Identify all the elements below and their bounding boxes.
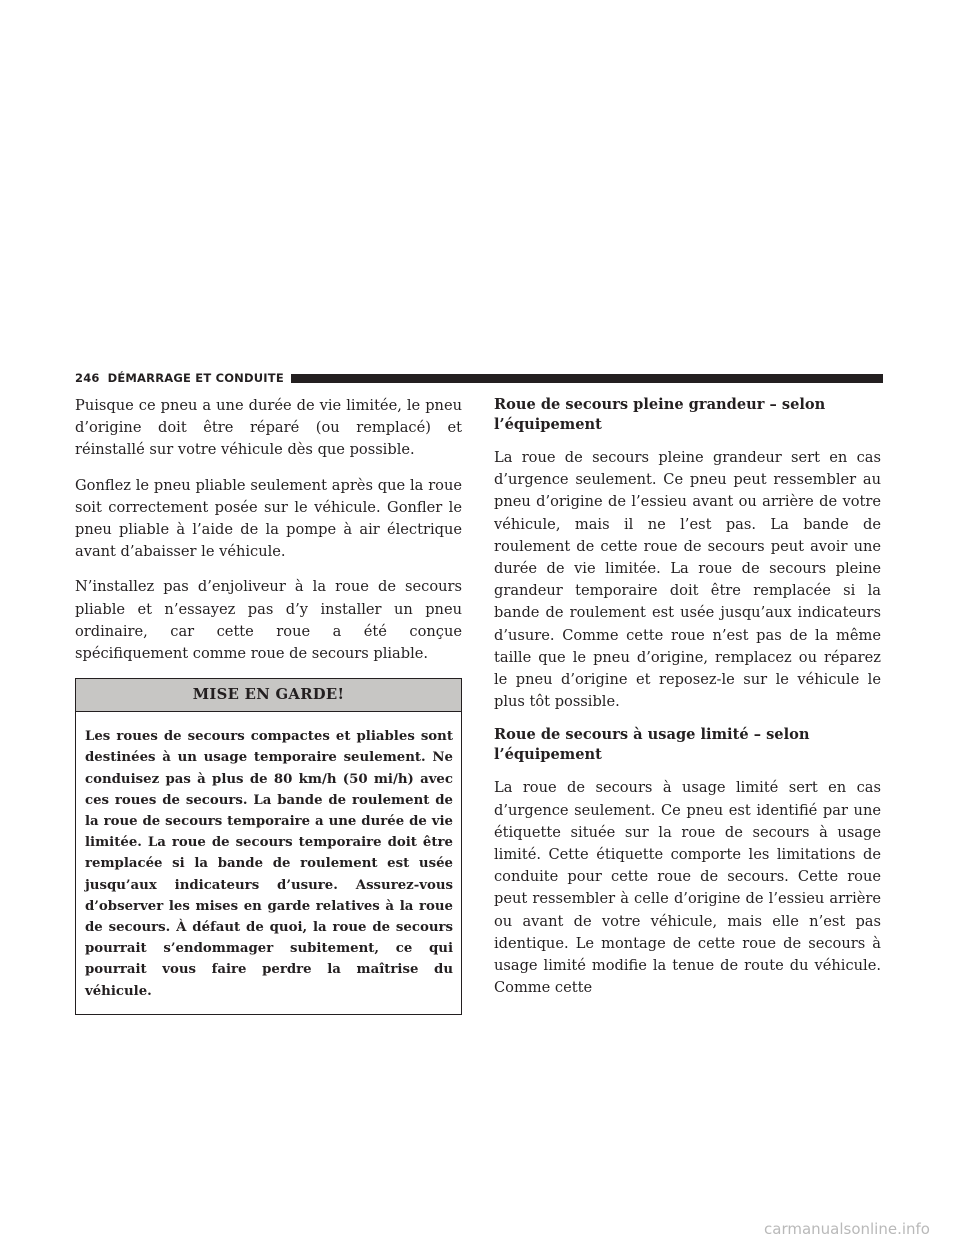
limited-use-spare-text: La roue de secours à usage limité sert en cas d’urgence seulement. Ce pneu est identifié par une étiquette située sur la roue de secours à usage limité. Cette étiquette comporte les limitations de conduite pour cette roue de secours. Cette roue peut ressembler à celle d’origine de l’essieu arrière ou avant de votre véhicule, mais elle n’est pas identique. Le montage de cette roue de secours à usage limité modifie la tenue de route du véhicule. Comme cette bbox=[494, 779, 881, 997]
warning-title: MISE EN GARDE! bbox=[76, 679, 461, 712]
page-number: 246 bbox=[75, 371, 100, 385]
paragraph-inflate-tire: Gonflez le pneu pliable seulement après que la roue soit correctement posée sur le véhicule. Gonfler le pneu pliable à l’aide de la pompe à air électrique avant d’abaisser le véhicule. bbox=[75, 476, 462, 561]
page-header bbox=[75, 370, 883, 386]
watermark-link[interactable]: carmanualsonline.info bbox=[764, 1220, 930, 1238]
right-column bbox=[494, 395, 881, 1011]
paragraph-repair-tire: Puisque ce pneu a une durée de vie limitée, le pneu d’origine doit être réparé (ou remplacé) et réinstallé sur votre véhicule dès que possible. bbox=[75, 397, 462, 459]
header-rule bbox=[291, 374, 883, 383]
full-size-spare-text: La roue de secours pleine grandeur sert en cas d’urgence seulement. Ce pneu peut ressembler au pneu d’origine de l’essieu avant ou arrière de votre véhicule, mais il ne l’est pas. La bande de roulement de cette roue de secours peut avoir une durée de vie limitée. La roue de secours pleine grandeur temporaire doit être remplacée si la bande de roulement est usée jusqu’aux indicateurs d’usure. Comme cette roue n’est pas de la même taille que le pneu d’origine, remplacez ou réparez le pneu d’origine et reposez-le sur le véhicule le plus tôt possible. bbox=[494, 449, 881, 711]
full-size-spare-heading: Roue de secours pleine grandeur – selon l’équipement bbox=[494, 396, 826, 433]
paragraph-no-hubcap: N’installez pas d’enjoliveur à la roue de secours pliable et n’essayez pas d’y installer un pneu ordinaire, car cette roue a été conçue spécifiquement comme roue de secours pliable. bbox=[75, 578, 462, 663]
section-title: DÉMARRAGE ET CONDUITE bbox=[107, 371, 284, 385]
warning-text: Les roues de secours compactes et pliables sont destinées à un usage temporaire seulement. Ne conduisez pas à plus de 80 km/h (50 mi/h) avec ces roues de secours. La bande de roulement de la roue de secours temporaire a une durée de vie limitée. La roue de secours temporaire doit être remplacée si la bande de roulement est usée jusqu’aux indicateurs d’usure. Assurez-vous d’observer les mises en garde relatives à la roue de secours. À défaut de quoi, la roue de secours pourrait s’endommager subitement, ce qui pourrait vous faire perdre la maîtrise du véhicule. bbox=[85, 729, 453, 999]
left-column bbox=[75, 395, 462, 1015]
warning-box bbox=[75, 678, 462, 1015]
limited-use-spare-heading: Roue de secours à usage limité – selon l’équipement bbox=[494, 726, 810, 764]
